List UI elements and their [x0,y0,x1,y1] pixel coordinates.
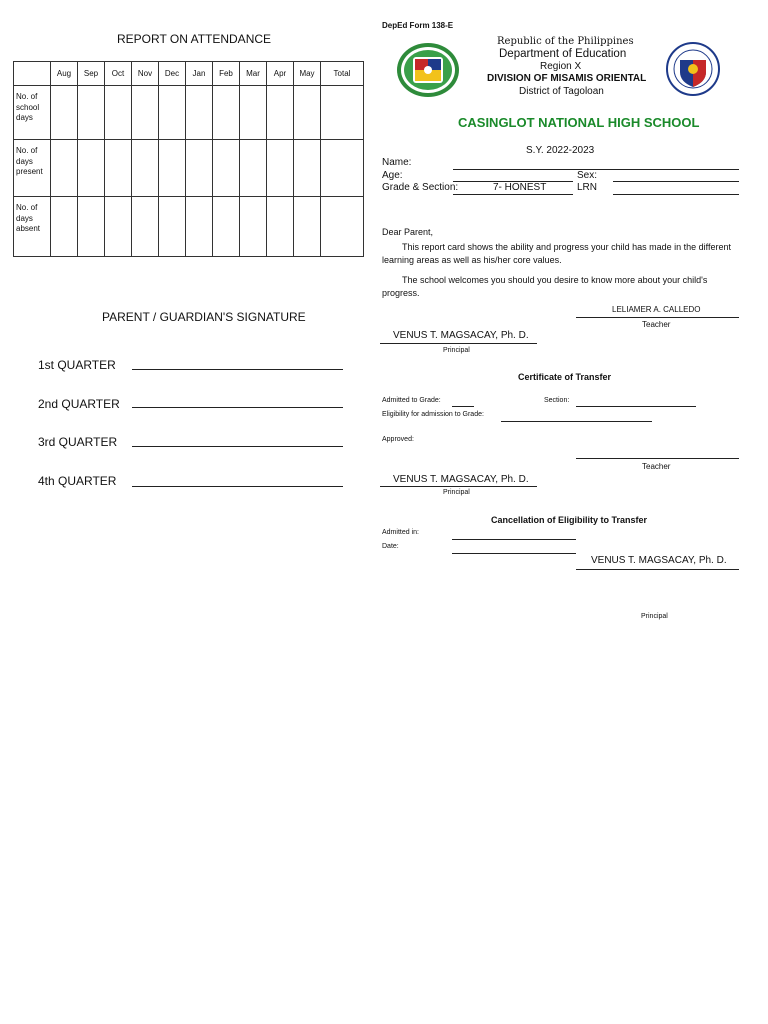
admitted-grade-field[interactable] [452,406,474,407]
principal-role: Principal [443,347,470,354]
attendance-cell[interactable] [78,140,105,197]
cancellation-principal-line [576,569,739,570]
month-header: Aug [51,62,78,86]
month-header [14,62,51,86]
attendance-cell[interactable] [321,86,364,140]
signature-line[interactable] [132,446,343,447]
month-header: Total [321,62,364,86]
signature-line[interactable] [132,369,343,370]
attendance-cell[interactable] [240,197,267,257]
teacher-role: Teacher [642,320,671,329]
form-code: DepEd Form 138-E [382,21,454,30]
transfer-principal-name: VENUS T. MAGSACAY, Ph. D. [393,474,529,485]
age-label: Age: [382,170,403,181]
attendance-header-row [14,62,364,86]
attendance-cell[interactable] [213,140,240,197]
deped-seal-logo [666,42,720,96]
attendance-cell[interactable] [105,140,132,197]
attendance-cell[interactable] [105,197,132,257]
eligibility-label: Eligibility for admission to Grade: [382,411,484,418]
table-row [14,197,364,257]
row-label: No. of days absent [14,197,51,257]
month-header: Apr [267,62,294,86]
cancellation-principal-name: VENUS T. MAGSACAY, Ph. D. [591,555,727,566]
lrn-field[interactable] [613,194,739,195]
row-label: No. of school days [14,86,51,140]
section-label: Section: [544,397,570,404]
admitted-in-field[interactable] [452,539,576,540]
school-name: CASINGLOT NATIONAL HIGH SCHOOL [458,115,700,130]
transfer-principal-line [380,486,537,487]
quarter-label: 1st QUARTER [38,358,116,372]
attendance-cell[interactable] [159,197,186,257]
admitted-grade-label: Admitted to Grade: [382,397,441,404]
quarter-label: 3rd QUARTER [38,435,118,449]
cancellation-title: Cancellation of Eligibility to Transfer [491,515,648,525]
district-text: District of Tagoloan [519,86,604,97]
lrn-label: LRN [577,182,598,193]
row-label: No. of days present [14,140,51,197]
attendance-cell[interactable] [294,140,321,197]
principal-signature-line [380,343,537,344]
transfer-teacher-line [576,458,739,459]
grade-section-label: Grade & Section: [382,182,459,193]
attendance-cell[interactable] [51,197,78,257]
section-field[interactable] [576,406,696,407]
attendance-cell[interactable] [132,197,159,257]
attendance-cell[interactable] [51,140,78,197]
month-header: May [294,62,321,86]
quarter-label: 4th QUARTER [38,474,117,488]
admitted-in-label: Admitted in: [382,529,419,536]
sex-field[interactable] [613,181,739,182]
letter-paragraph: The school welcomes you should you desire to know more about your child's progress. [382,275,708,298]
attendance-cell[interactable] [267,197,294,257]
attendance-cell[interactable] [267,140,294,197]
month-header: Oct [105,62,132,86]
teacher-signature-line [576,317,739,318]
republic-text: Republic of the Philippines [497,36,634,47]
attendance-cell[interactable] [321,140,364,197]
month-header: Mar [240,62,267,86]
attendance-cell[interactable] [186,197,213,257]
attendance-cell[interactable] [321,197,364,257]
attendance-cell[interactable] [132,86,159,140]
sex-label: Sex: [577,170,598,181]
table-row [14,140,364,197]
signature-line[interactable] [132,486,343,487]
month-header: Sep [78,62,105,86]
month-header: Nov [132,62,159,86]
signature-line[interactable] [132,407,343,408]
letter-salutation: Dear Parent, [382,227,434,237]
attendance-cell[interactable] [51,86,78,140]
school-year: S.Y. 2022-2023 [526,145,595,156]
attendance-table [13,61,364,257]
transfer-teacher-role: Teacher [642,462,671,471]
name-label: Name: [382,157,412,168]
attendance-cell[interactable] [213,197,240,257]
signature-title: PARENT / GUARDIAN'S SIGNATURE [102,310,306,324]
attendance-cell[interactable] [240,86,267,140]
date-field[interactable] [452,553,576,554]
attendance-title: REPORT ON ATTENDANCE [117,32,272,46]
department-text: Department of Education [499,48,627,60]
transfer-principal-role: Principal [443,489,470,496]
eligibility-field[interactable] [501,421,652,422]
attendance-cell[interactable] [132,140,159,197]
attendance-cell[interactable] [186,140,213,197]
attendance-cell[interactable] [213,86,240,140]
attendance-cell[interactable] [78,197,105,257]
month-header: Dec [159,62,186,86]
transfer-title: Certificate of Transfer [518,372,612,382]
principal-name: VENUS T. MAGSACAY, Ph. D. [393,330,529,341]
month-header: Feb [213,62,240,86]
attendance-cell[interactable] [159,140,186,197]
month-header: Jan [186,62,213,86]
date-label: Date: [382,543,399,550]
attendance-cell[interactable] [240,140,267,197]
attendance-cell[interactable] [186,86,213,140]
attendance-cell[interactable] [159,86,186,140]
approved-label: Approved: [382,436,414,443]
division-text: DIVISION OF MISAMIS ORIENTAL [487,73,647,84]
region-text: Region X [540,61,582,72]
letter-paragraph: This report card shows the ability and progress your child has made in the different learning areas as well as his/her core values. [382,242,732,265]
cancellation-principal-role: Principal [641,613,668,620]
attendance-cell[interactable] [294,86,321,140]
attendance-cell[interactable] [78,86,105,140]
teacher-name: LELIAMER A. CALLEDO [612,305,701,314]
school-seal-logo [396,42,460,98]
quarter-label: 2nd QUARTER [38,397,120,411]
attendance-cell[interactable] [105,86,132,140]
grade-section-field[interactable] [453,194,573,195]
table-row [14,86,364,140]
attendance-cell[interactable] [267,86,294,140]
grade-section-value: 7- HONEST [493,182,547,193]
attendance-cell[interactable] [294,197,321,257]
